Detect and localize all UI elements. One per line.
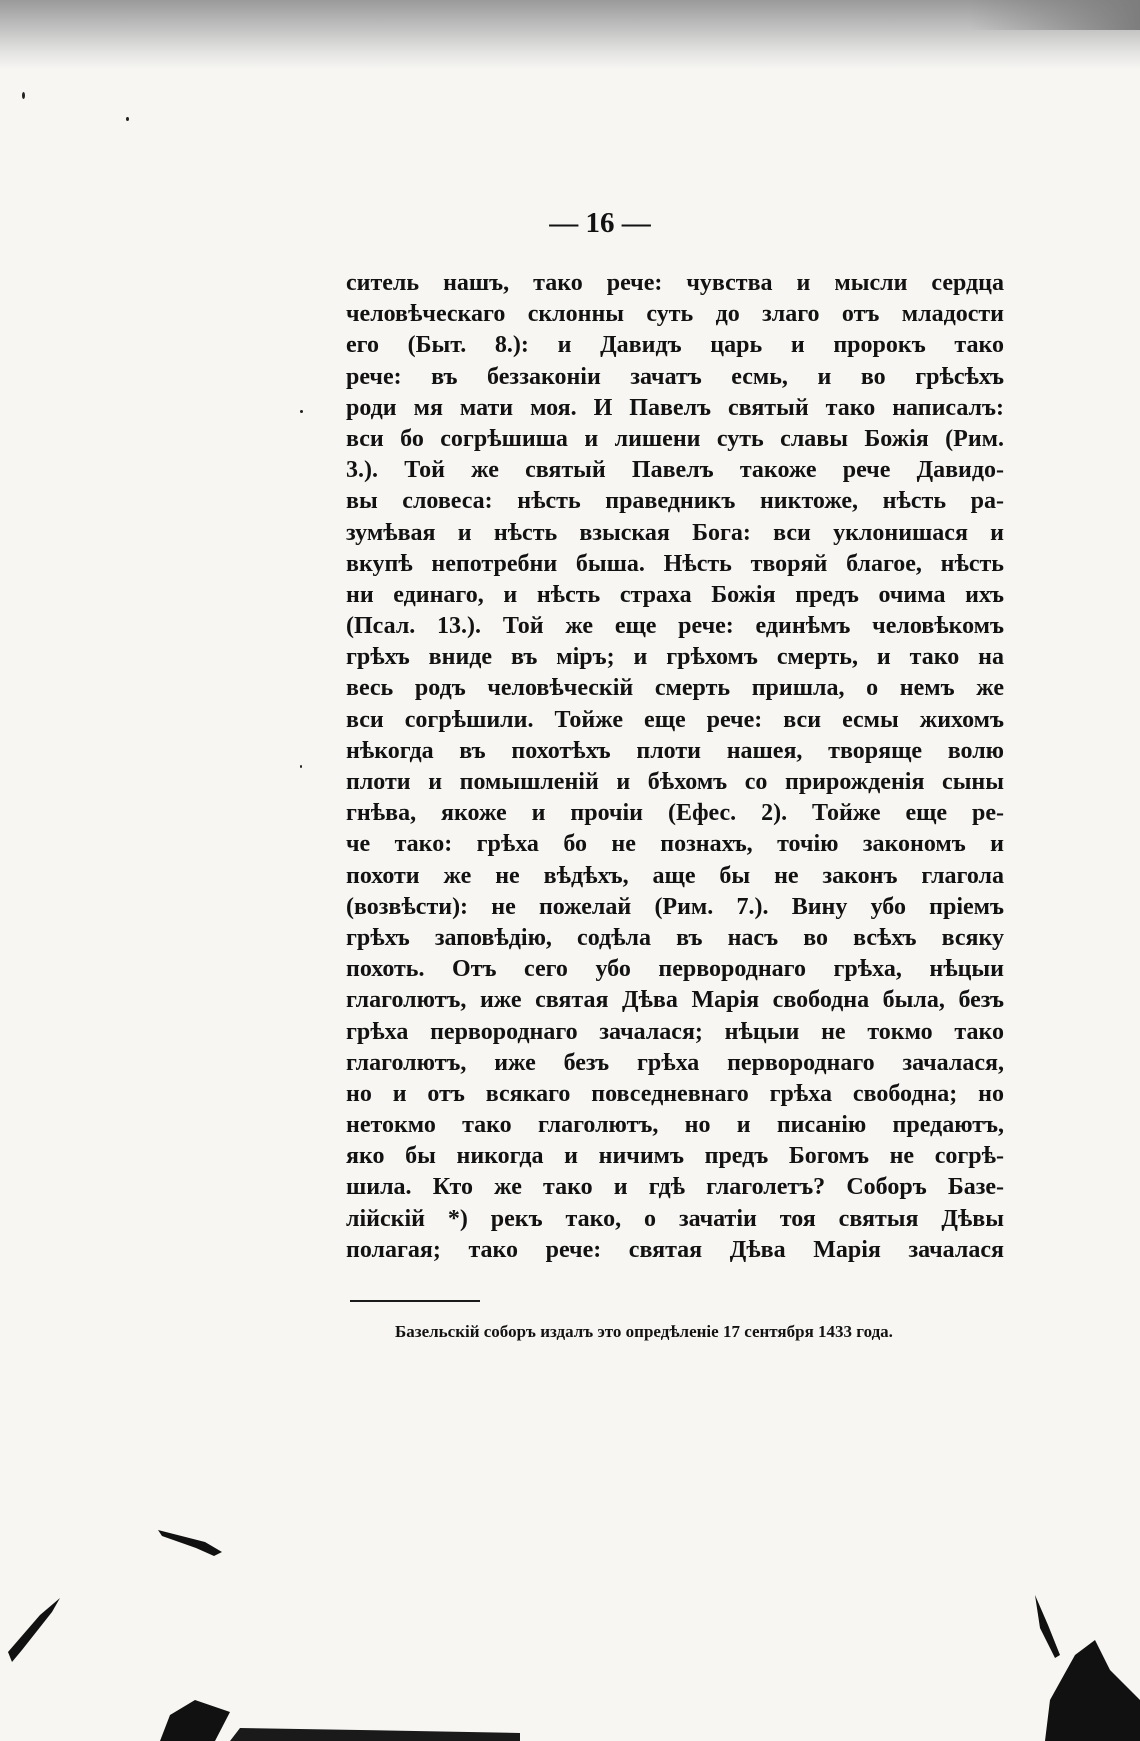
text-line: нетокмо тако глаголютъ, но и писанію предаютъ, bbox=[346, 1112, 1004, 1139]
scan-mark-left-top bbox=[158, 1530, 222, 1556]
text-line: вси согрѣшили. Тойже еще рече: вси есмы жихомъ bbox=[346, 706, 1004, 733]
text-line: весь родъ человѣческій смерть пришла, о немъ же bbox=[346, 675, 1004, 702]
text-line: вси бо согрѣшиша и лишени суть славы Божія (Рим. bbox=[346, 425, 1004, 452]
text-line: яко бы никогда и ничимъ предъ Богомъ не согрѣ- bbox=[346, 1143, 1004, 1170]
text-line: шила. Кто же тако и гдѣ глаголетъ? Соборъ Базе- bbox=[346, 1174, 1004, 1201]
scan-shadow-top bbox=[0, 0, 1140, 70]
text-line: полагая; тако рече: святая Дѣва Марія зачалася bbox=[346, 1236, 1004, 1263]
scan-speck bbox=[126, 117, 129, 121]
text-line: грѣхъ заповѣдію, содѣла въ насъ во всѣхъ всяку bbox=[346, 924, 1004, 951]
text-line: глаголютъ, иже святая Дѣва Марія свободна была, безъ bbox=[346, 987, 1004, 1014]
text-line: нѣкогда въ похотѣхъ плоти нашея, творяще волю bbox=[346, 737, 1004, 764]
footnote-text: Базельскій соборъ издалъ это опредѣленіе 17 сентября 1433 года. bbox=[395, 1322, 893, 1341]
text-line: че тако: грѣха бо не познахъ, точію закономъ и bbox=[346, 831, 1004, 858]
scan-mark-bottom-edge bbox=[230, 1728, 520, 1741]
text-line: человѣческаго склонны суть до злаго отъ младости bbox=[346, 301, 1004, 328]
text-line: вкупѣ непотребни быша. Нѣсть творяй благое, нѣсть bbox=[346, 550, 1004, 577]
text-line: вы словеса: нѣсть праведникъ никтоже, нѣсть ра- bbox=[346, 488, 1004, 515]
scan-mark-left-stroke bbox=[8, 1598, 60, 1662]
text-line: зумѣвая и нѣсть взыская Бога: вси уклонишася и bbox=[346, 519, 1004, 546]
body-text bbox=[346, 268, 1004, 1266]
scan-speck bbox=[300, 410, 303, 413]
text-line: 3.). Той же святый Павелъ такоже рече Давидо- bbox=[346, 457, 1004, 484]
scan-shadow-corner bbox=[970, 0, 1140, 30]
text-line: но и отъ всякаго повседневнаго грѣха свободна; но bbox=[346, 1080, 1004, 1107]
scan-mark-bottom-left bbox=[160, 1700, 230, 1741]
text-line: грѣха первороднаго зачалася; нѣцыи не токмо тако bbox=[346, 1018, 1004, 1045]
text-line: гнѣва, якоже и прочіи (Ефес. 2). Тойже еще ре- bbox=[346, 800, 1004, 827]
text-line: ни единаго, и нѣсть страха Божія предъ очима ихъ bbox=[346, 581, 1004, 608]
scan-mark-right-line bbox=[1035, 1595, 1060, 1658]
text-line: похоть. Отъ сего убо первороднаго грѣха, нѣцыи bbox=[346, 956, 1004, 983]
text-line: похоти же не вѣдѣхъ, аще бы не законъ глагола bbox=[346, 862, 1004, 889]
text-line: роди мя мати моя. И Павелъ святый тако написалъ: bbox=[346, 394, 1004, 421]
text-line: грѣхъ вниде въ міръ; и грѣхомъ смерть, и тако на bbox=[346, 644, 1004, 671]
text-line: глаголютъ, иже безъ грѣха первороднаго зачалася, bbox=[346, 1049, 1004, 1076]
text-line: рече: въ беззаконіи зачатъ есмь, и во грѣсѣхъ bbox=[346, 363, 1004, 390]
scan-speck bbox=[22, 92, 25, 99]
text-line: его (Быт. 8.): и Давидъ царь и пророкъ тако bbox=[346, 332, 1004, 359]
scan-mark-right-blob bbox=[1045, 1640, 1140, 1741]
footnote-divider bbox=[350, 1300, 480, 1302]
text-line: плоти и помышленій и бѣхомъ со прирожденія сыны bbox=[346, 769, 1004, 795]
scan-speck bbox=[300, 765, 302, 768]
page-number: — 16 — bbox=[549, 207, 651, 239]
footnote bbox=[350, 1318, 1000, 1345]
text-line: ситель нашъ, тако рече: чувства и мысли сердца bbox=[346, 270, 1004, 296]
text-line: лійскій *) рекъ тако, о зачатіи тоя святыя Дѣвы bbox=[346, 1205, 1004, 1232]
text-line: (возвѣсти): не пожелай (Рим. 7.). Вину убо пріемъ bbox=[346, 893, 1004, 920]
text-line: (Псал. 13.). Той же еще рече: единѣмъ человѣкомъ bbox=[346, 613, 1004, 640]
